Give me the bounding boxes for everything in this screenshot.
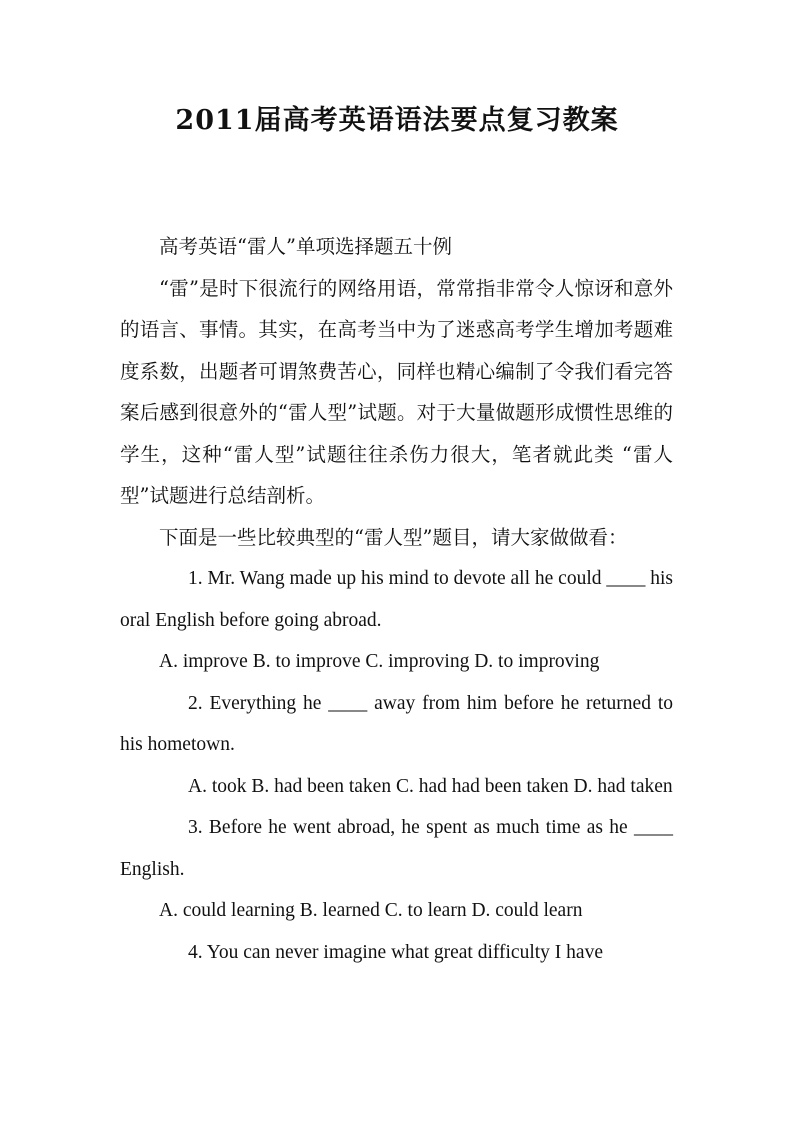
options-2: A. took B. had been taken C. had had been taken D. had taken bbox=[188, 775, 673, 797]
question-1: 1. Mr. Wang made up his mind to devote all he could ____ his oral English before going abroad. bbox=[120, 568, 673, 631]
options-1: A. improve B. to improve C. improving D. to improving bbox=[159, 651, 600, 672]
document-title: 2011届高考英语语法要点复习教案 bbox=[175, 105, 619, 136]
options-3: A. could learning B. learned C. to learn D. could learn bbox=[159, 900, 583, 921]
question-4: 4. You can never imagine what great difficulty I have bbox=[188, 941, 603, 963]
instruction-paragraph: 下面是一些比较典型的“雷人型”题目，请大家做做看： bbox=[159, 525, 628, 549]
question-3: 3. Before he went abroad, he spent as much time as he ____ English. bbox=[120, 817, 673, 880]
section-heading: 高考英语“雷人”单项选择题五十例 bbox=[159, 235, 452, 258]
question-2: 2. Everything he ____ away from him before he returned to his hometown. bbox=[120, 692, 673, 755]
intro-paragraph: “雷”是时下很流行的网络用语，常常指非常令人惊讶和意外的语言、事情。其实，在高考当中为了迷惑高考学生增加考题难度系数，出题者可谓煞费苦心，同样也精心编制了令我们看完答案后感到很意外的“雷人型”试题。对于大量做题形成惯性思维的学生，这种“雷人型”试题往往杀伤力很大，笔者就此类 “雷人型”试题进行总结剖析。 bbox=[120, 276, 673, 507]
document-body bbox=[120, 226, 673, 973]
